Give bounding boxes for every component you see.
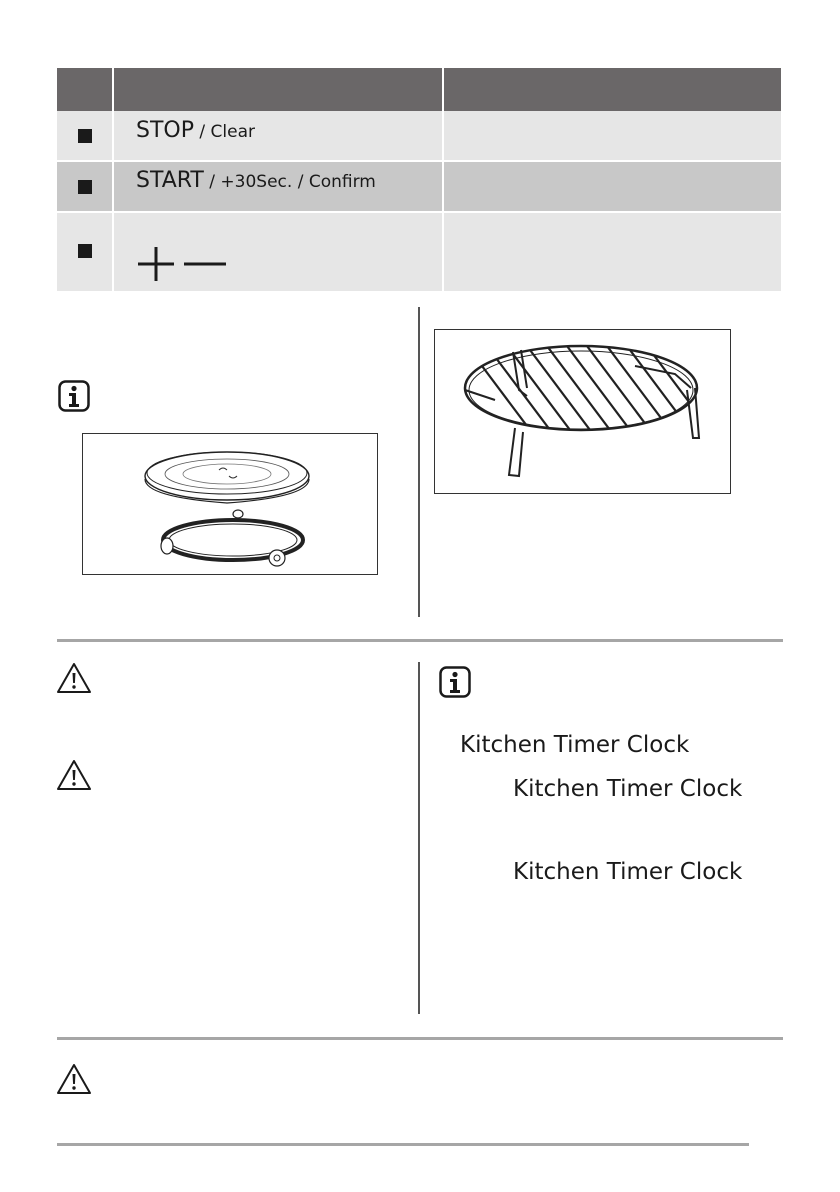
table-row — [57, 162, 781, 211]
table-cell — [57, 162, 112, 211]
table-cell — [114, 213, 442, 291]
kitchen-timer-label: Kitchen Timer Clock — [460, 732, 690, 758]
table-cell — [444, 213, 781, 291]
info-icon — [58, 380, 90, 412]
table-cell — [57, 213, 112, 291]
header-divider — [442, 68, 444, 111]
stop-key-label: STOP / Clear — [136, 118, 255, 143]
table-row — [57, 213, 781, 291]
table-header — [57, 68, 781, 111]
kitchen-timer-label: Kitchen Timer Clock — [513, 859, 743, 885]
info-icon — [439, 666, 471, 698]
page-footer-rule — [57, 1143, 749, 1146]
grill-rack-image — [434, 329, 731, 494]
table-row — [57, 111, 781, 160]
section-divider — [57, 639, 783, 642]
table-cell — [114, 162, 442, 211]
warning-icon — [56, 759, 92, 791]
column-divider — [418, 307, 420, 617]
warning-icon — [56, 662, 92, 694]
table-cell — [114, 111, 442, 160]
table-cell — [57, 111, 112, 160]
plus-minus-icon — [136, 243, 228, 283]
warning-icon — [56, 1063, 92, 1095]
turntable-image — [82, 433, 378, 575]
square-icon — [78, 180, 92, 194]
square-icon — [78, 244, 92, 258]
column-divider — [418, 662, 420, 1014]
kitchen-timer-label: Kitchen Timer Clock — [513, 776, 743, 802]
section-divider — [57, 1037, 783, 1040]
table-cell — [444, 111, 781, 160]
start-key-label: START / +30Sec. / Confirm — [136, 168, 376, 193]
table-cell — [444, 162, 781, 211]
square-icon — [78, 129, 92, 143]
header-divider — [112, 68, 114, 111]
